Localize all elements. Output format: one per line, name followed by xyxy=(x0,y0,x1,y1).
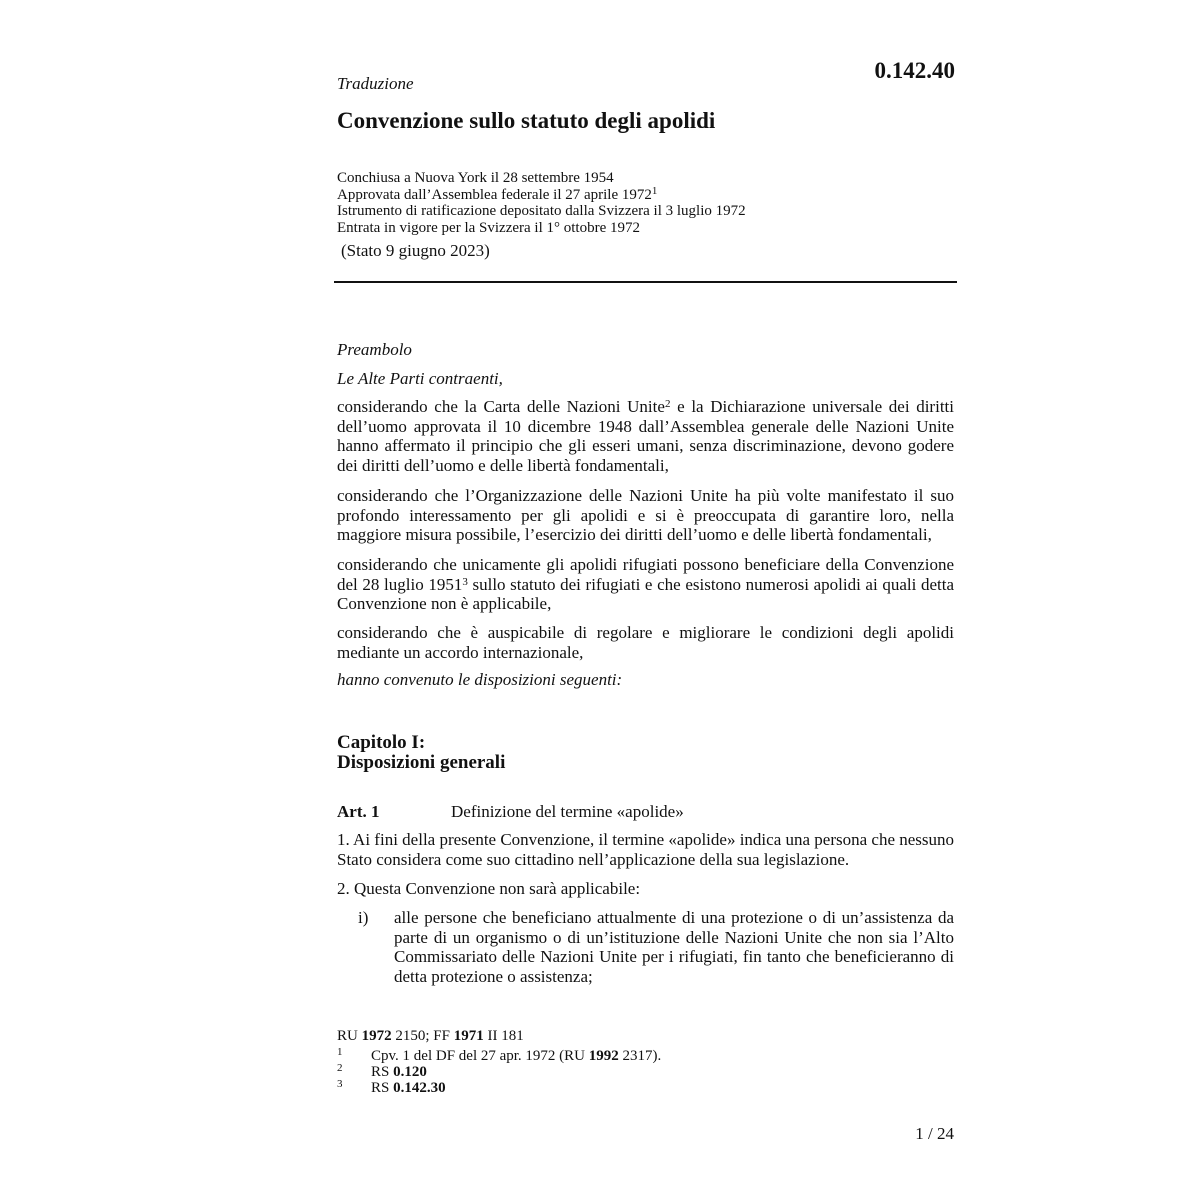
document-number: 0.142.40 xyxy=(874,58,955,83)
chapter-heading xyxy=(337,733,505,773)
header-divider xyxy=(334,281,957,283)
recital-1-text-b: e la Dichiarazione universale dei diritti dell’uomo approvata il 10 dicembre 1948 dall’Assemblea generale delle Nazioni Unite hanno affermato il principio che gli esseri umani, senza discriminazione, devono godere dei diritti dell’uomo e delle libertà fondamentali, xyxy=(337,397,954,475)
preamble-label: Preambolo xyxy=(337,340,412,359)
source-ru-prefix: RU xyxy=(337,1028,362,1044)
footnote-2 xyxy=(371,1064,427,1081)
recital-3-text-a: considerando che unicamente gli apolidi rifugiati possono beneficiare della Convenzione del 28 luglio 1951 xyxy=(337,555,954,594)
footnote-1 xyxy=(371,1048,661,1065)
source-ff-rest: II 181 xyxy=(483,1028,524,1044)
list-item-text: alle persone che beneficiano attualmente di una protezione o di un’assistenza da parte di un organismo o di un’istituzione delle Nazioni Unite che non sia l’Alto Commissariato delle Nazioni Unite per i rifugiati, fin tanto che beneficieranno di detta protezione o assistenza; xyxy=(394,908,954,986)
footnote-1-text-b: 2317). xyxy=(618,1048,662,1064)
article-title: Definizione del termine «apolide» xyxy=(451,802,684,821)
footnote-ref-3[interactable]: 3 xyxy=(462,575,468,588)
parties-label: Le Alte Parti contraenti, xyxy=(337,369,503,388)
recital-1 xyxy=(337,397,954,475)
article-paragraph-1: 1. Ai fini della presente Convenzione, il termine «apolide» indica una persona che nessuno Stato considera come suo cittadino nell’applicazione della sua legislazione. xyxy=(337,830,955,869)
agreed-line: hanno convenuto le disposizioni seguenti: xyxy=(337,670,623,689)
footnote-ref-2[interactable]: 2 xyxy=(664,398,671,410)
recital-2: considerando che l’Organizzazione delle Nazioni Unite ha più volte manifestato il suo profondo interessamento per gli apolidi e si è preoccupata di garantire loro, nella maggiore misura possibile, l’esercizio dei diritti dell’uomo e delle libertà fondamentali, xyxy=(337,486,954,544)
article-paragraph-2: 2. Questa Convenzione non sarà applicabile: xyxy=(337,879,641,898)
source-ru-page: 2150; FF xyxy=(391,1028,454,1044)
recital-3-text-b: sullo statuto dei rifugiati e che esistono numerosi apolidi ai quali detta Convenzione non è applicabile, xyxy=(337,574,954,613)
recital-1-text-a: considerando che la Carta delle Nazioni Unite xyxy=(337,397,665,416)
translation-label: Traduzione xyxy=(337,74,414,93)
recital-4: considerando che è auspicabile di regolare e migliorare le condizioni degli apolidi mediante un accordo internazionale, xyxy=(337,623,954,662)
status-line: (Stato 9 giugno 2023) xyxy=(341,241,490,260)
approved-line xyxy=(337,184,746,204)
footnote-2-bold: 0.120 xyxy=(393,1064,427,1080)
chapter-number: Capitolo I: xyxy=(337,732,426,753)
footnote-1-bold: 1992 xyxy=(588,1048,619,1064)
entry-into-force-line: Entrata in vigore per la Svizzera il 1° ottobre 1972 xyxy=(337,219,640,236)
article-number: Art. 1 xyxy=(337,802,380,821)
footnote-3-bold: 0.142.30 xyxy=(393,1080,446,1096)
source-ru-year: 1972 xyxy=(361,1028,392,1044)
list-item-marker: i) xyxy=(358,908,369,927)
chapter-title: Disposizioni generali xyxy=(337,752,506,773)
footnote-1-number: 1 xyxy=(337,1046,343,1058)
source-reference xyxy=(337,1028,524,1045)
concluded-line: Conchiusa a Nuova York il 28 settembre 1954 xyxy=(337,170,614,186)
footnote-2-text-a: RS xyxy=(371,1064,394,1080)
source-ff-year: 1971 xyxy=(453,1028,484,1044)
footnote-3-number: 3 xyxy=(337,1078,343,1090)
footnote-3 xyxy=(371,1080,446,1097)
footnote-2-number: 2 xyxy=(337,1062,343,1074)
ratification-line: Istrumento di ratificazione depositato dalla Svizzera il 3 luglio 1972 xyxy=(337,203,746,219)
footnote-ref-1[interactable]: 1 xyxy=(651,184,658,197)
footnote-3-text-a: RS xyxy=(371,1080,394,1096)
page-number: 1 / 24 xyxy=(915,1124,954,1143)
approved-text: Approvata dall’Assemblea federale il 27 aprile 1972 xyxy=(337,186,652,203)
document-metadata xyxy=(337,170,746,236)
document-title: Convenzione sullo statuto degli apolidi xyxy=(337,108,716,133)
recital-3 xyxy=(337,555,954,614)
footnote-1-text-a: Cpv. 1 del DF del 27 apr. 1972 (RU xyxy=(371,1048,589,1064)
